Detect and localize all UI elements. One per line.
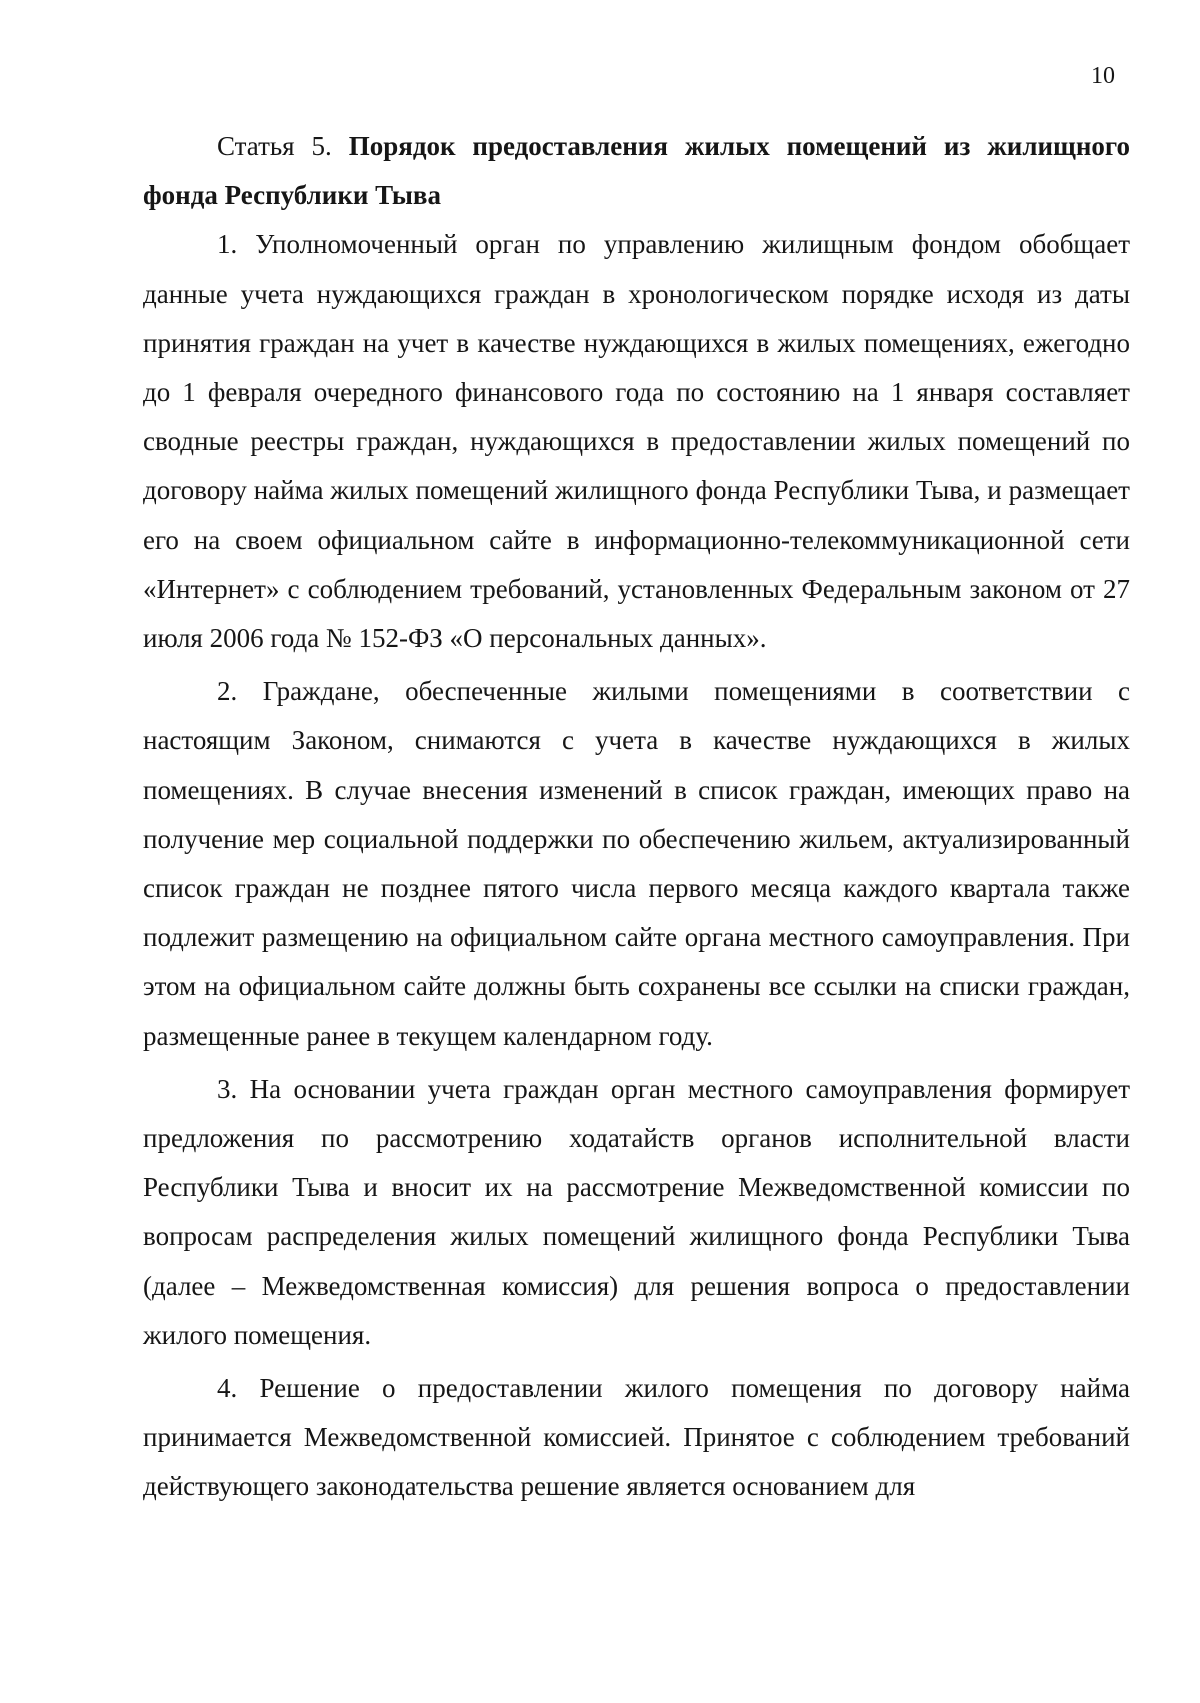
article-heading (143, 122, 1130, 220)
paragraph-4: 4. Решение о предоставлении жилого помещения по договору найма принимается Межведомственной комиссией. Принятое с соблюдением требований действующего законодательства решение является основанием для (143, 1373, 1130, 1502)
article-label: Статья 5. (217, 131, 332, 161)
paragraph-2: 2. Граждане, обеспеченные жилыми помещениями в соответствии с настоящим Законом, снимаются с учета в качестве нуждающихся в жилых помещениях. В случае внесения изменений в список граждан, имеющих право на получение мер социальной поддержки по обеспечению жильем, актуализированный список граждан не позднее пятого числа первого месяца каждого квартала также подлежит размещению на официальном сайте органа местного самоуправления. При этом на официальном сайте должны быть сохранены все ссылки на списки граждан, размещенные ранее в текущем календарном году. (143, 676, 1130, 1051)
page-number: 10 (1091, 63, 1115, 89)
paragraph-3: 3. На основании учета граждан орган местного самоуправления формирует предложения по рассмотрению ходатайств органов исполнительной власти Республики Тыва и вносит их на рассмотрение Межведомственной комиссии по вопросам распределения жилых помещений жилищного фонда Республики Тыва (далее – Межведомственная комиссия) для решения вопроса о предоставлении жилого помещения. (143, 1073, 1130, 1350)
document-body (143, 122, 1130, 1512)
paragraph-1: 1. Уполномоченный орган по управлению жилищным фондом обобщает данные учета нуждающихся граждан в хронологическом порядке исходя из даты принятия граждан на учет в качестве нуждающихся в жилых помещениях, ежегодно до 1 февраля очередного финансового года по состоянию на 1 января составляет сводные реестры граждан, нуждающихся в предоставлении жилых помещений по договору найма жилых помещений жилищного фонда Республики Тыва, и размещает его на своем официальном сайте в информационно-телекоммуникационной сети «Интернет» с соблюдением требований, установленных Федеральным законом от 27 июля 2006 года № 152-ФЗ «О персональных данных». (143, 229, 1130, 654)
article-title: Порядок предоставления жилых помещений из жилищного фонда Республики Тыва (143, 131, 1130, 211)
